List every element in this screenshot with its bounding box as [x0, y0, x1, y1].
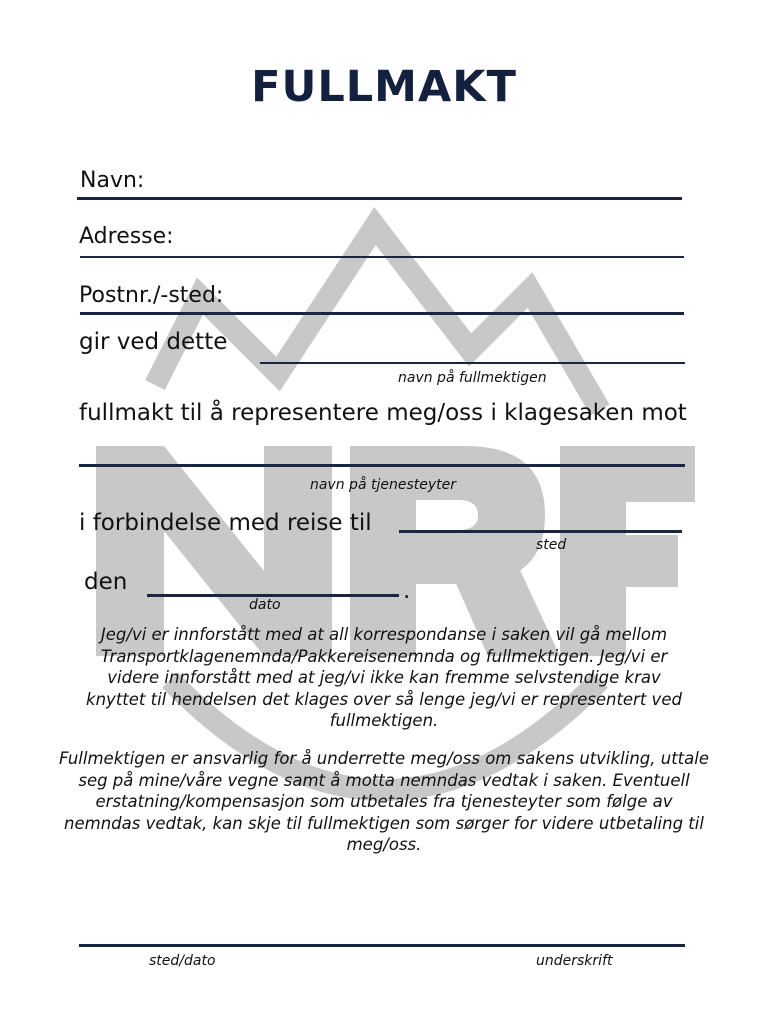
place-date-caption: sted/dato — [149, 953, 216, 969]
name-line[interactable] — [77, 197, 682, 200]
correspondence-paragraph: Jeg/vi er innforstått med at all korrespondanse i saken vil gå mellom Transportklagenemnda/Pakkereisenemnda og fullmektigen. Jeg/vi er videre innforstått med at jeg/vi ikke kan fremme selvstendige krav knyttet til hendelsen det klages over så lenge jeg/vi er representert ved fullmektigen. — [86, 625, 682, 730]
represent-text: fullmakt til å representere meg/oss i klagesaken mot — [79, 400, 687, 426]
provider-name-caption: navn på tjenesteyter — [310, 477, 456, 493]
provider-name-line[interactable] — [79, 464, 685, 467]
date-period: . — [403, 578, 411, 604]
destination-caption: sted — [536, 537, 567, 553]
address-line[interactable] — [80, 256, 684, 258]
name-label: Navn: — [80, 168, 145, 193]
address-label: Adresse: — [79, 224, 174, 249]
postcode-label: Postnr./-sted: — [79, 283, 224, 308]
date-text: den — [84, 569, 128, 595]
proxy-name-line[interactable] — [260, 362, 685, 364]
signature-line[interactable] — [79, 944, 685, 947]
postcode-line[interactable] — [80, 312, 684, 315]
date-caption: dato — [249, 597, 281, 613]
signature-caption: underskrift — [536, 953, 613, 969]
proxy-name-caption: navn på fullmektigen — [398, 370, 547, 386]
travel-text: i forbindelse med reise til — [79, 510, 372, 536]
page-title: FULLMAKT — [251, 62, 517, 112]
destination-line[interactable] — [399, 530, 682, 533]
responsibility-paragraph: Fullmektigen er ansvarlig for å underrette meg/oss om sakens utvikling, uttale seg på mine/våre vegne samt å motta nemndas vedtak i saken. Eventuell erstatning/kompensasjon som utbetales fra tjenesteyter som følge av nemndas vedtak, kan skje til fullmektigen som sørger for videre utbetaling til meg/oss. — [59, 749, 709, 854]
grant-text: gir ved dette — [79, 329, 228, 355]
